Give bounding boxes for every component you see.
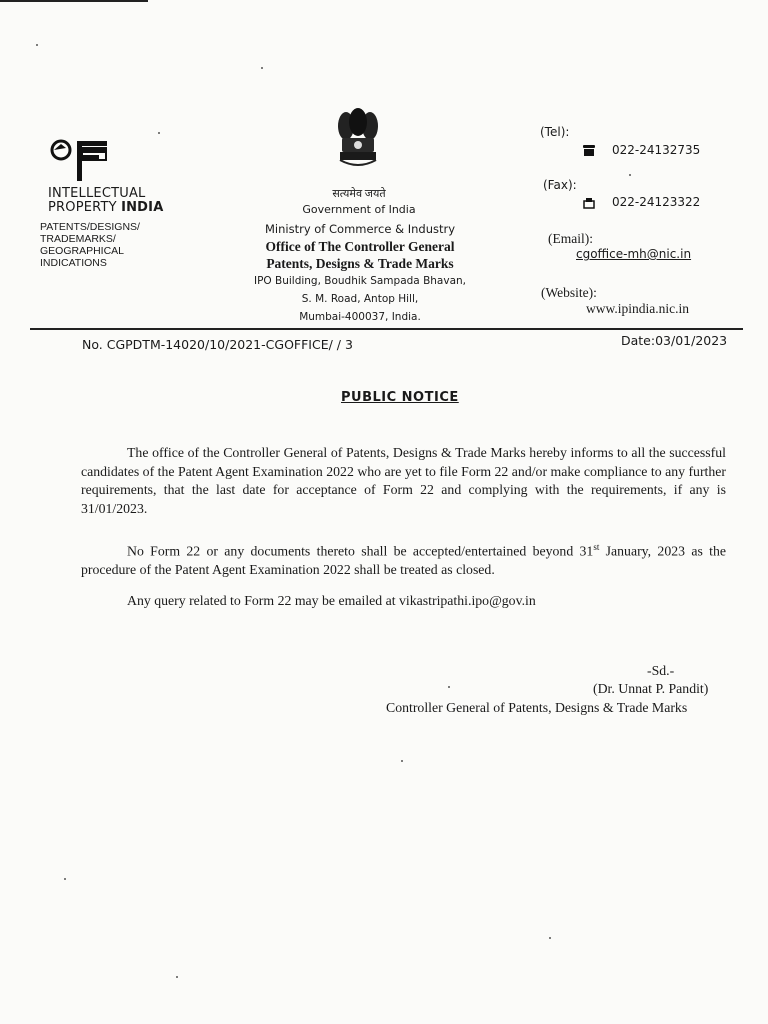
org-sub-line-1: PATENTS/DESIGNS/ — [40, 221, 140, 233]
website-link[interactable]: www.ipindia.nic.in — [586, 301, 689, 316]
reference-number: No. CGPDTM-14020/10/2021-CGOFFICE/ / 3 — [82, 337, 353, 352]
org-sub-line-4: INDICATIONS — [40, 257, 107, 269]
tel-number: 022-24132735 — [612, 143, 701, 157]
org-name-line1: INTELLECTUAL — [48, 186, 146, 201]
email-link[interactable]: cgoffice-mh@nic.in — [576, 247, 692, 261]
national-emblem-icon — [334, 104, 382, 174]
tel-label: (Tel): — [540, 125, 570, 139]
gov-line1: Government of India — [302, 203, 416, 216]
scan-speck — [64, 878, 66, 880]
scan-speck — [158, 132, 160, 134]
address-line2: S. M. Road, Antop Hill, — [301, 293, 419, 305]
notice-paragraph-3: Any query related to Form 22 may be emailed at vikastripathi.ipo@gov.in — [127, 593, 536, 608]
top-edge-line — [0, 0, 148, 2]
signatory-name: (Dr. Unnat P. Pandit) — [593, 681, 709, 696]
header-divider — [30, 328, 743, 330]
address-line3: Mumbai-400037, India. — [299, 311, 421, 323]
scan-speck — [448, 686, 450, 688]
scan-speck — [261, 67, 263, 69]
org-sub-line-3: GEOGRAPHICAL — [40, 245, 125, 257]
scan-speck — [36, 44, 38, 46]
website-label: (Website): — [541, 285, 597, 300]
phone-icon — [583, 143, 595, 154]
fax-label: (Fax): — [543, 178, 577, 192]
notice-date: Date:03/01/2023 — [621, 333, 728, 348]
notice-paragraph-2: No Form 22 or any documents thereto shall be accepted/entertained beyond 31st January, 2023 as the procedure of the Patent Agent Examination 2022 shall be treated as closed. — [81, 542, 726, 578]
motto: सत्यमेव जयते — [332, 188, 386, 200]
notice-paragraph-1: The office of the Controller General of Patents, Designs & Trade Marks hereby informs to all the successful candidates of the Patent Agent Examination 2022 who are yet to file Form 22 and/or make compliance to any further requirements, that the last date for acceptance of Form 22 and complying with the requirements, if any is 31/01/2023. — [81, 445, 726, 516]
signature-sd: -Sd.- — [647, 663, 675, 678]
office-line2: Patents, Designs & Trade Marks — [266, 256, 454, 271]
scan-speck — [629, 174, 631, 176]
org-name-line2: PROPERTY INDIA — [48, 200, 164, 215]
fax-icon — [583, 196, 595, 207]
ip-india-logo-icon — [44, 138, 114, 182]
office-line1: Office of The Controller General — [265, 239, 455, 254]
notice-title: PUBLIC NOTICE — [341, 390, 459, 405]
address-line1: IPO Building, Boudhik Sampada Bhavan, — [253, 275, 467, 287]
scan-speck — [176, 976, 178, 978]
scan-speck — [549, 937, 551, 939]
org-sub-line-2: TRADEMARKS/ — [40, 233, 116, 245]
gov-line2: Ministry of Commerce & Industry — [264, 222, 456, 236]
fax-number: 022-24123322 — [612, 195, 701, 209]
signatory-designation: Controller General of Patents, Designs & Trade Marks — [386, 700, 688, 715]
scan-speck — [401, 760, 403, 762]
email-label: (Email): — [548, 231, 593, 246]
